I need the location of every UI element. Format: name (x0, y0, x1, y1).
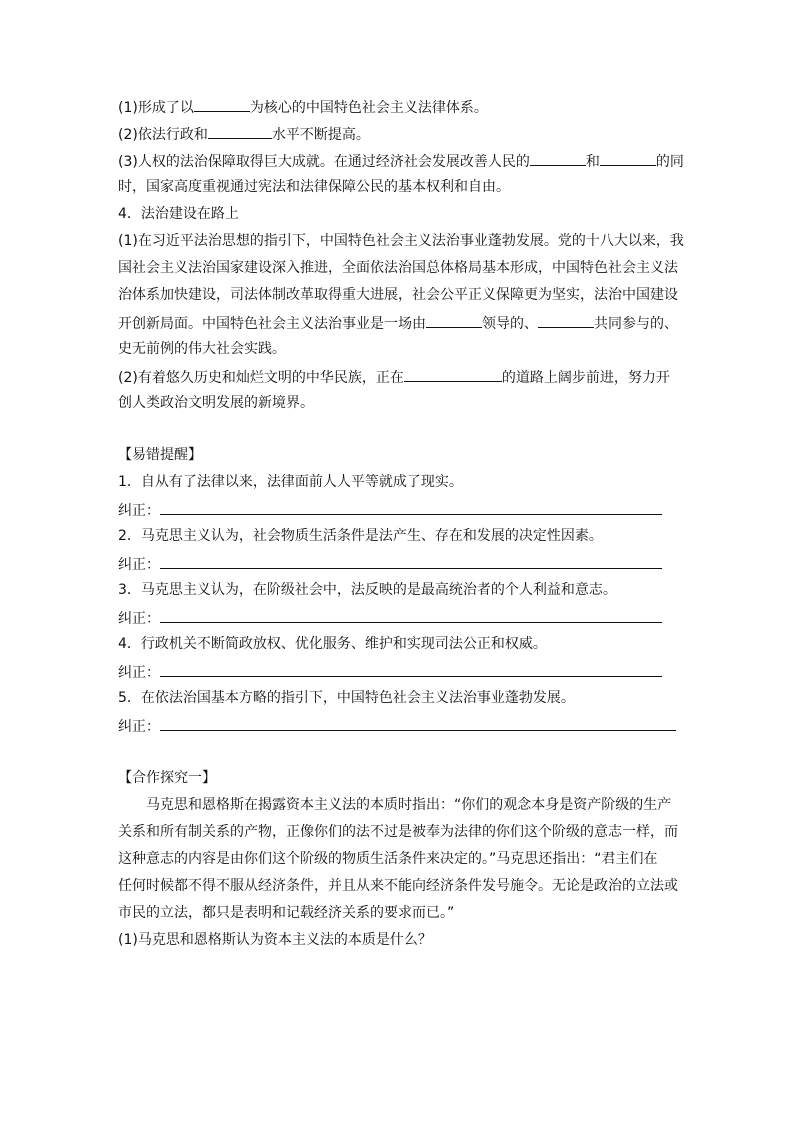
text-line: (1)在习近平法治思想的指引下，中国特色社会主义法治事业蓬勃发展。党的十八大以来，我 (118, 233, 684, 249)
paragraph-line: 关系和所有制关系的产物，正像你们的法不过是被奉为法律的你们这个阶级的意志一样，而 (118, 824, 678, 840)
answer-blank[interactable] (530, 150, 586, 166)
correction-label: 纠正： (118, 557, 160, 573)
text-line: 治体系加快建设，司法体制改革取得重大进展，社会公平正义保障更为坚实，法治中国建设 (118, 287, 678, 303)
correction-answer-line[interactable] (160, 661, 662, 677)
fill-line-2 (118, 123, 370, 145)
fill-line-9 (118, 312, 678, 334)
text-line: 时，国家高度重视通过宪法和法律保障公民的基本权利和自由。 (118, 179, 510, 195)
correction-label: 纠正： (118, 719, 160, 735)
section-heading: 4．法治建设在路上 (118, 206, 239, 222)
fill-line-3 (118, 150, 684, 172)
correction-row-3 (118, 607, 662, 629)
text: 开创新局面。中国特色社会主义法治事业是一场由 (118, 316, 426, 332)
text: (3)人权的法治保障取得巨大成就。在通过经济社会发展改善人民的 (118, 154, 530, 170)
correction-row-5 (118, 715, 676, 737)
text: 的同 (655, 154, 684, 170)
correction-label: 纠正： (118, 611, 160, 627)
text-line: 创人类政治文明发展的新境界。 (118, 395, 314, 411)
question-1: (1)马克思和恩格斯认为资本主义法的本质是什么？ (118, 932, 432, 948)
error-item-4: 4．行政机关不断简政放权、优化服务、维护和实现司法公正和权威。 (118, 636, 547, 652)
text: 水平不断提高。 (271, 127, 370, 143)
error-item-2: 2．马克思主义认为，社会物质生活条件是法产生、存在和发展的决定性因素。 (118, 528, 603, 544)
error-item-1: 1．自从有了法律以来，法律面前人人平等就成了现实。 (118, 474, 463, 490)
text: (2)有着悠久历史和灿烂文明的中华民族，正在 (118, 370, 404, 386)
text: 领导的、 (482, 316, 538, 332)
correction-label: 纠正： (118, 665, 160, 681)
fill-line-11 (118, 366, 670, 388)
answer-blank[interactable] (538, 312, 594, 328)
correction-answer-line[interactable] (160, 715, 676, 731)
answer-blank[interactable] (600, 150, 656, 166)
correction-row-4 (118, 661, 662, 683)
error-item-3: 3．马克思主义认为，在阶级社会中，法反映的是最高统治者的个人利益和意志。 (118, 582, 617, 598)
paragraph-line: 马克思和恩格斯在揭露资本主义法的本质时指出：“你们的观念本身是资产阶级的生产 (146, 797, 672, 813)
text: (1)形成了以 (118, 100, 194, 116)
paragraph-line: 这种意志的内容是由你们这个阶级的物质生活条件来决定的。”马克思还指出：“君主们在 (118, 851, 658, 867)
text: 共同参与的、 (594, 316, 678, 332)
correction-row-1 (118, 499, 662, 521)
text-line: 史无前例的伟大社会实践。 (118, 341, 286, 357)
answer-blank[interactable] (194, 96, 250, 112)
paragraph-line: 市民的立法，都只是表明和记载经济关系的要求而已。” (118, 905, 455, 921)
text-line: 国社会主义法治国家建设深入推进，全面依法治国总体格局基本形成，中国特色社会主义法 (118, 260, 678, 276)
section-title-cooperative-inquiry: 【合作探究一】 (118, 770, 216, 786)
text: 为核心的中国特色社会主义法律体系。 (249, 100, 488, 116)
fill-line-1 (118, 96, 488, 118)
text: 的道路上阔步前进，努力开 (501, 370, 670, 386)
answer-blank[interactable] (208, 123, 272, 139)
correction-answer-line[interactable] (160, 499, 662, 515)
text: (2)依法行政和 (118, 127, 208, 143)
correction-label: 纠正： (118, 503, 160, 519)
answer-blank[interactable] (426, 312, 482, 328)
answer-blank[interactable] (404, 366, 502, 382)
correction-answer-line[interactable] (160, 607, 662, 623)
correction-answer-line[interactable] (160, 553, 662, 569)
text: 和 (585, 154, 600, 170)
error-item-5: 5．在依法治国基本方略的指引下，中国特色社会主义法治事业蓬勃发展。 (118, 690, 575, 706)
section-title-common-errors: 【易错提醒】 (118, 447, 202, 463)
correction-row-2 (118, 553, 662, 575)
paragraph-line: 任何时候都不得不服从经济条件，并且从来不能向经济条件发号施令。无论是政治的立法或 (118, 878, 678, 894)
